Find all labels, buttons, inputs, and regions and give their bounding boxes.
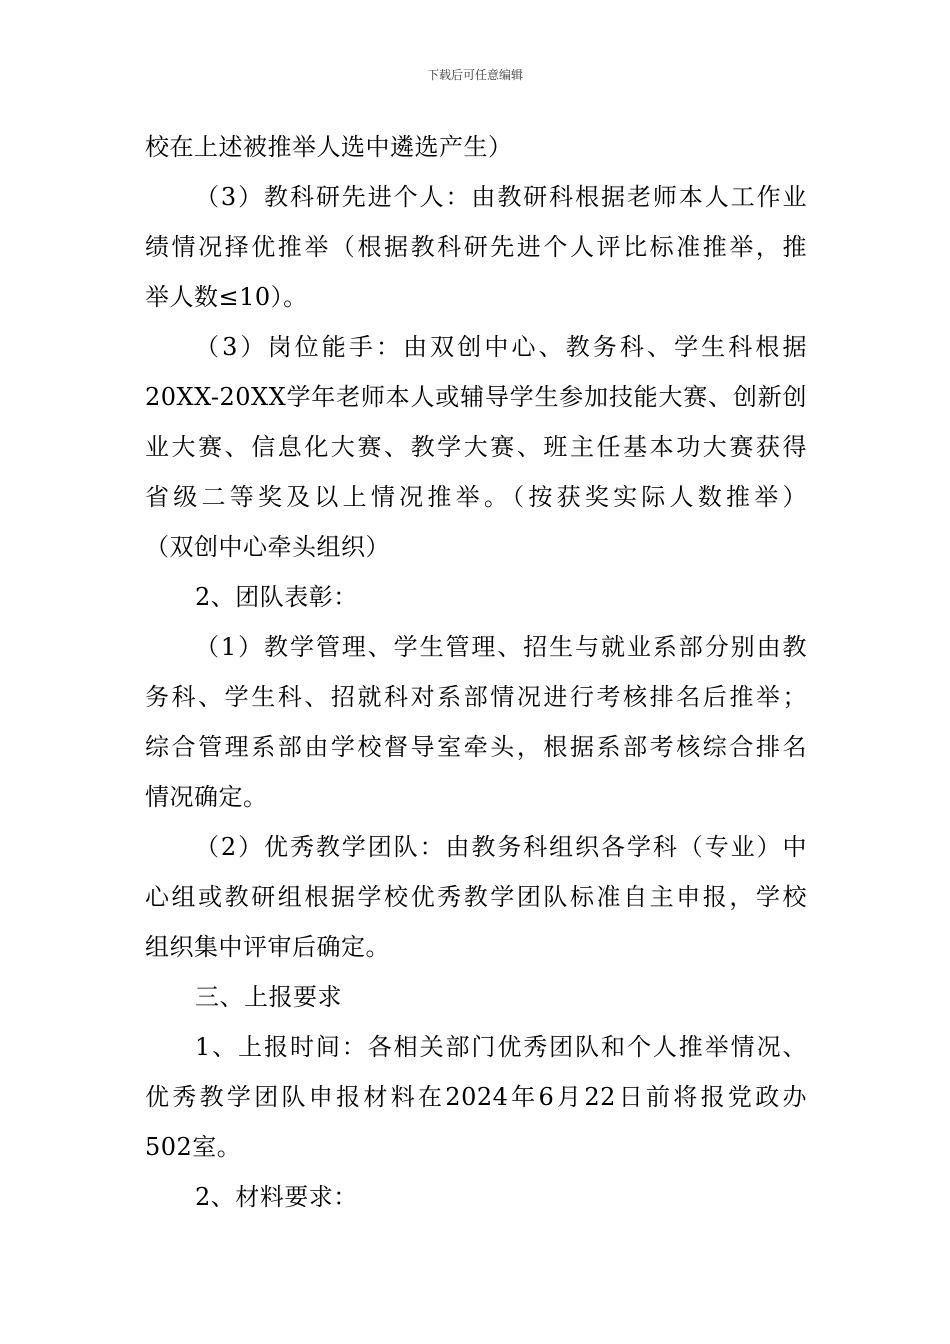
paragraph-line: 业大赛、信息化大赛、教学大赛、班主任基本功大赛获得: [145, 433, 807, 461]
paragraph-line: 优秀教学团队申报材料在2024年6月22日前将报党政办: [145, 1083, 807, 1111]
section-heading: 2、材料要求：: [195, 1183, 358, 1211]
paragraph-line: （2）优秀教学团队：由教务科组织各学科（专业）中: [195, 833, 807, 861]
paragraph-line: 绩情况择优推举（根据教科研先进个人评比标准推举，推: [145, 233, 807, 261]
section-heading: 2、团队表彰：: [195, 583, 358, 611]
paragraph-line: 务科、学生科、招就科对系部情况进行考核排名后推举；: [145, 683, 807, 711]
paragraph-line: 省级二等奖及以上情况推举。（按获奖实际人数推举）: [145, 483, 807, 511]
paragraph-line: （3）教科研先进个人：由教研科根据老师本人工作业: [195, 183, 807, 211]
paragraph-line: 综合管理系部由学校督导室牵头，根据系部考核综合排名: [145, 733, 807, 761]
paragraph-line: 校在上述被推举人选中遴选产生）: [145, 133, 513, 161]
document-body: [145, 122, 807, 1222]
paragraph-line: 举人数≤10）。: [145, 283, 308, 311]
paragraph-line: 1、上报时间：各相关部门优秀团队和个人推举情况、: [195, 1033, 807, 1061]
section-heading: 三、上报要求: [195, 983, 342, 1011]
paragraph-line: （双创中心牵头组织）: [145, 533, 390, 561]
paragraph-line: （1）教学管理、学生管理、招生与就业系部分别由教: [195, 633, 807, 661]
paragraph-line: 502室。: [145, 1133, 242, 1161]
paragraph-line: 情况确定。: [145, 783, 268, 811]
paragraph-line: （3）岗位能手：由双创中心、教务科、学生科根据: [195, 333, 807, 361]
page-header-note: 下载后可任意编辑: [426, 68, 523, 82]
paragraph-line: 20XX-20XX学年老师本人或辅导学生参加技能大赛、创新创: [145, 383, 807, 411]
paragraph-line: 心组或教研组根据学校优秀教学团队标准自主申报，学校: [145, 883, 807, 911]
paragraph-line: 组织集中评审后确定。: [145, 933, 390, 961]
